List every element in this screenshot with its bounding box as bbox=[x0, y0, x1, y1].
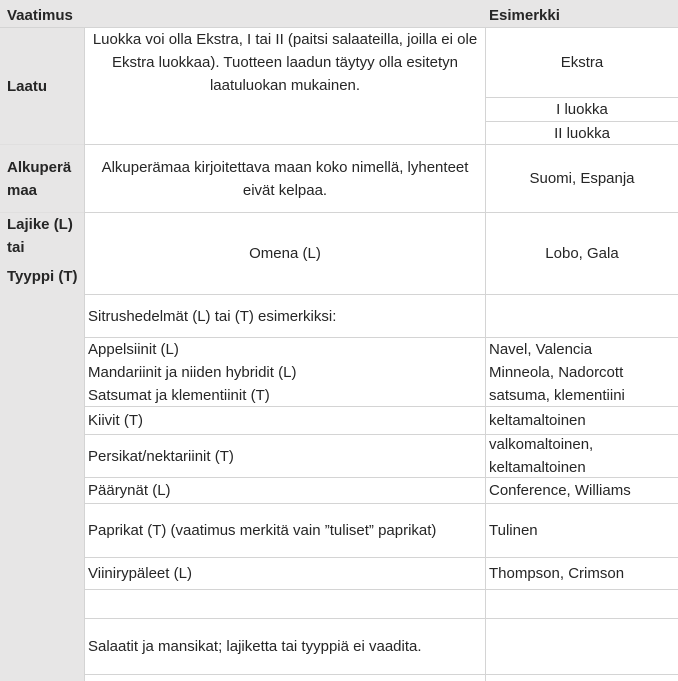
example-ekstra: Ekstra bbox=[560, 54, 604, 71]
row-label-tai: tai bbox=[7, 239, 25, 256]
list-item: Satsumat ja klementiinit (T) bbox=[88, 387, 270, 404]
alkuperamaa-description: Alkuperämaa kirjoitettava maan koko nimellä, lyhenteet eivät kelpaa. bbox=[101, 158, 469, 199]
paarynat: Päärynät (L) bbox=[88, 482, 171, 499]
row-label-maa: maa bbox=[7, 182, 38, 199]
row-label-lajike: Lajike (L) bbox=[7, 216, 73, 233]
grid-line bbox=[84, 674, 678, 675]
kiivit: Kiivit (T) bbox=[88, 412, 143, 429]
example-kiivit: keltamaltoinen bbox=[489, 412, 586, 429]
example-persikat-1: valkomaltoinen, bbox=[489, 436, 594, 453]
list-item-example: Navel, Valencia bbox=[489, 341, 593, 358]
list-item: Mandariinit ja niiden hybridit (L) bbox=[88, 364, 297, 381]
example-persikat-2: keltamaltoinen bbox=[489, 459, 586, 476]
example-viinirypaleet: Thompson, Crimson bbox=[489, 565, 625, 582]
list-item: Appelsiinit (L) bbox=[88, 341, 179, 358]
example-maa: Suomi, Espanja bbox=[529, 170, 635, 187]
label-column bbox=[0, 0, 84, 681]
row-label-tyyppi: Tyyppi (T) bbox=[7, 268, 78, 285]
list-item-example: satsuma, klementiini bbox=[489, 387, 625, 404]
example-paprikat: Tulinen bbox=[489, 522, 538, 539]
lajike-omena: Omena (L) bbox=[249, 245, 321, 262]
example-i-luokka: I luokka bbox=[556, 101, 608, 118]
example-omena: Lobo, Gala bbox=[545, 245, 619, 262]
grid-line bbox=[84, 589, 678, 590]
grid-line bbox=[0, 144, 84, 145]
sitrus-intro: Sitrushedelmät (L) tai (T) esimerkiksi: bbox=[88, 307, 337, 325]
list-item-example: Minneola, Nadorcott bbox=[489, 364, 624, 381]
paprikat: Paprikat (T) (vaatimus merkitä vain ”tuliset” paprikat) bbox=[88, 522, 437, 539]
row-label-laatu: Laatu bbox=[7, 77, 48, 95]
header-vaatimus: Vaatimus bbox=[7, 6, 73, 24]
laatu-description: Luokka voi olla Ekstra, I tai II (paitsi salaateilla, joilla ei ole Ekstra luokkaa). Tuotteen laadun täytyy olla esitetyn laatuluokan mukainen. bbox=[92, 31, 478, 94]
row-label-alkupera: Alkuperä bbox=[7, 159, 72, 176]
salaatit: Salaatit ja mansikat; lajiketta tai tyyppiä ei vaadita. bbox=[88, 638, 422, 655]
header-esimerkki: Esimerkki bbox=[489, 6, 560, 24]
example-paarynat: Conference, Williams bbox=[489, 482, 631, 499]
example-ii-luokka: II luokka bbox=[554, 124, 610, 142]
viinirypaleet: Viinirypäleet (L) bbox=[88, 565, 192, 582]
persikat: Persikat/nektariinit (T) bbox=[88, 447, 234, 465]
